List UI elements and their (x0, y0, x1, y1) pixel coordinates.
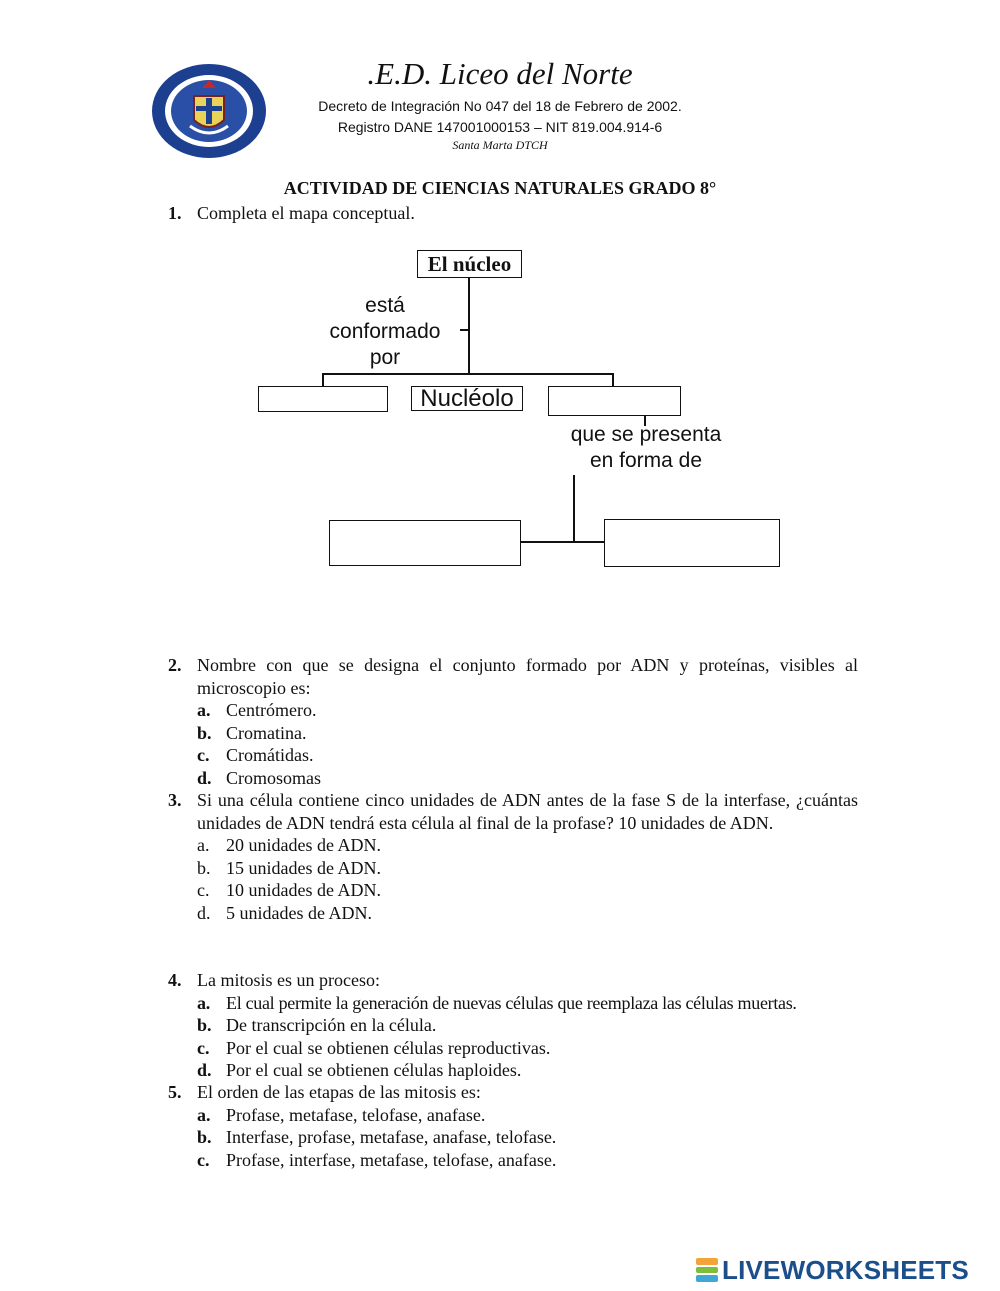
option-b[interactable]: b. 15 unidades de ADN. (197, 857, 381, 878)
question-text: La mitosis es un proceso: (197, 970, 380, 990)
question-number: 2. (168, 655, 182, 675)
blank-box-bottom-right[interactable] (604, 519, 780, 567)
question-1 (168, 202, 858, 225)
option-a[interactable]: a. Profase, metafase, telofase, anafase. (197, 1104, 486, 1125)
option-b[interactable]: b. Interfase, profase, metafase, anafase, telofase. (197, 1127, 557, 1147)
city-line: Santa Marta DTCH (452, 138, 548, 152)
option-b[interactable]: b. De transcripción en la célula. (197, 1015, 437, 1035)
connector-horizontal (322, 373, 614, 375)
question-text: Completa el mapa conceptual. (197, 203, 415, 223)
connector-right-drop (612, 373, 614, 386)
question-2 (168, 654, 858, 789)
blank-box-left[interactable] (258, 386, 388, 412)
question-number: 1. (168, 203, 182, 223)
decree-line: Decreto de Integración No 047 del 18 de Febrero de 2002. (318, 98, 682, 114)
link-label-forma: que se presenta en forma de (570, 423, 722, 472)
option-a[interactable]: a. El cual permite la generación de nuevas células que reemplaza las células muertas. (197, 992, 797, 1013)
question-3 (168, 789, 858, 924)
option-c[interactable]: c. Cromátidas. (197, 745, 314, 765)
question-text: Nombre con que se designa el conjunto formado por ADN y proteínas, visibles al microscopio es: (197, 655, 858, 698)
activity-title: ACTIVIDAD DE CIENCIAS NATURALES GRADO 8° (283, 178, 717, 198)
question-text: Si una célula contiene cinco unidades de ADN antes de la fase S de la interfase, ¿cuántas unidades de ADN tendrá esta célula al final de la profase? 10 unidades de ADN. (197, 790, 858, 833)
brand-name: LIVEWORKSHEETS (722, 1254, 969, 1285)
question-4 (168, 969, 858, 1082)
concept-root-el-nucleo: El núcleo (417, 250, 522, 278)
school-logo (150, 62, 268, 160)
option-a[interactable]: a. Centrómero. (197, 700, 317, 720)
blank-box-right[interactable] (548, 386, 681, 416)
connector-tick (460, 329, 470, 331)
option-d[interactable]: d. Por el cual se obtienen células haploides. (197, 1060, 522, 1080)
question-text: El orden de las etapas de las mitosis es: (197, 1082, 481, 1102)
option-c[interactable]: c. Profase, interfase, metafase, telofase, anafase. (197, 1149, 557, 1170)
option-c[interactable]: c. Por el cual se obtienen células reproductivas. (197, 1037, 551, 1058)
school-name: .E.D. Liceo del Norte (367, 56, 633, 91)
question-5 (168, 1081, 858, 1171)
blank-box-bottom-left[interactable] (329, 520, 521, 566)
link-label-conformado: está conformado por (329, 294, 441, 369)
option-a[interactable]: a. 20 unidades de ADN. (197, 835, 381, 855)
registry-line: Registro DANE 147001000153 – NIT 819.004.914-6 (337, 119, 663, 135)
question-number: 4. (168, 970, 182, 990)
connector-left-drop (322, 373, 324, 386)
option-b[interactable]: b. Cromatina. (197, 722, 307, 743)
option-d[interactable]: d. Cromosomas (197, 767, 322, 788)
liveworksheets-logo-icon (696, 1257, 718, 1283)
connector-form-horizontal (520, 541, 605, 543)
connector-form-vertical (573, 475, 575, 543)
option-d[interactable]: d. 5 unidades de ADN. (197, 902, 372, 923)
question-number: 5. (168, 1082, 182, 1102)
question-number: 3. (168, 790, 182, 810)
option-c[interactable]: c. 10 unidades de ADN. (197, 880, 381, 900)
liveworksheets-brand[interactable] (696, 1256, 969, 1284)
concept-nucleolo: Nucléolo (411, 386, 523, 411)
connector-vertical (468, 278, 470, 374)
